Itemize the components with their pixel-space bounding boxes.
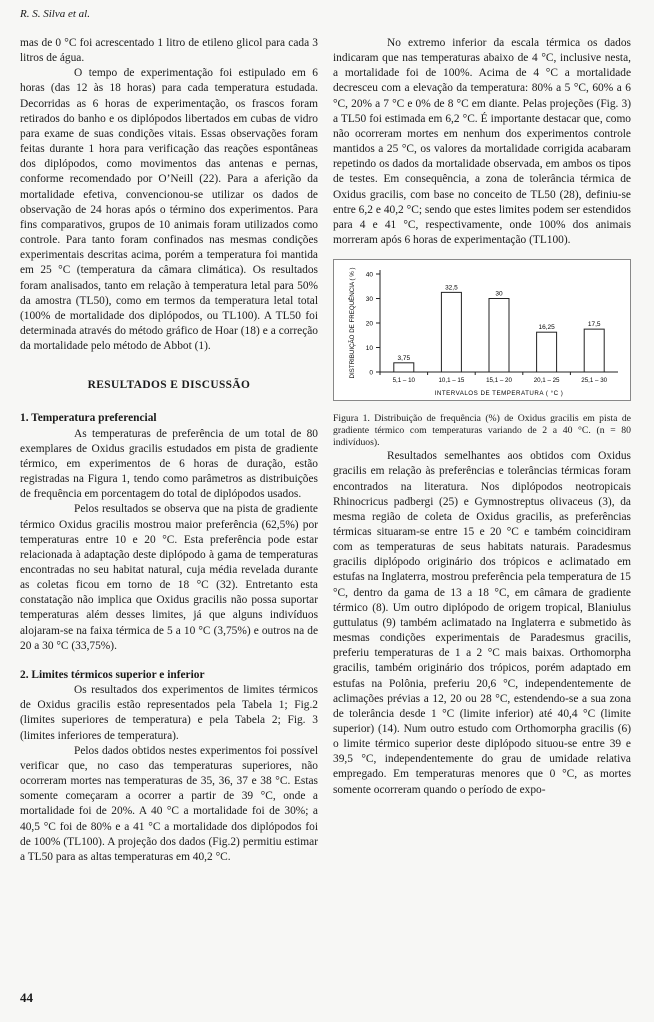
data-label: 30 (495, 290, 503, 298)
subsection-title: 2. Limites térmicos superior e inferior (20, 668, 205, 681)
y-tick-label: 20 (365, 320, 373, 328)
bar (537, 332, 557, 372)
x-axis-label: INTERVALOS DE TEMPERATURA ( °C ) (434, 390, 564, 398)
x-tick-label: 10,1 – 15 (438, 377, 465, 385)
bar (394, 363, 414, 372)
paragraph: mas de 0 °C foi acrescentado 1 litro de etileno glicol para cada 3 litros de água. (20, 37, 318, 65)
data-label: 3,75 (397, 355, 411, 362)
data-label: 17,5 (587, 321, 601, 329)
running-head: R. S. Silva et al. (20, 8, 90, 20)
y-tick-label: 10 (365, 345, 373, 353)
paragraph: Os resultados dos experimentos de limites térmicos de Oxidus gracilis estão representados pela Tabela 1; Fig.2 (limites superiores de temperatura) e pela Tabela 2; Fig. 3 (limites inferiores de temperatura). (20, 684, 318, 742)
paragraph: Resultados semelhantes aos obtidos com Oxidus gracilis em relação às preferências e tolerâncias térmicas foram encontrados na literatura. Nos diplópodos neotropicais Rhinocricus padbergi (25) e Gymnostreptus olivaceus (3), da mesma região de coleta de Oxidus gracilis, as preferências térmicas situaram-se entre 15 e 20 °C e também coincidiram com as temperaturas de seus habitats naturais. Paradesmus gracilis diplópodo originário dos trópicos e aclimatado em estufas na Inglaterra, mostrou preferência pela temperatura de 15 °C, dentro da gama de 13 a 18 °C, em câmara de gradiente térmico (8). Um outro diplópodo de origem tropical, Blaniulus guttulatus (9) também aclimatado na Inglaterra e submetido às mesmas condições experimentais de Paradesmus gracilis, preferiu temperaturas de 1 a 2 °C mais baixas. Orthomorpha gracilis, também originário dos trópicos, porém adaptado em estufas na Polônia, preferiu 20,6 °C, independentemente de aclimações prévias a 12, 20 ou 28 °C, estendendo-se a sua zona de tolerância desde 1 °C (limite inferior) até 40,4 °C (limite superior) (14). Num outro estudo com Orthomorpha gracilis (6) o limite térmico superior deste diplópodo situou-se entre 39 e 39,5 °C, independentemente do grau de umidade relativa empregado. Em temperaturas menores que 0 °C, as mortes somente ocorreram quando o período de expo- (333, 450, 631, 796)
left-column (20, 36, 318, 865)
bar (584, 329, 604, 372)
x-tick-label: 15,1 – 20 (486, 377, 512, 385)
x-tick-label: 5,1 – 10 (392, 377, 415, 385)
paragraph: Pelos resultados se observa que na pista de gradiente térmico Oxidus gracilis mostrou maior preferência (62,5%) por temperaturas entre 10 e 20 °C. Esta preferência pode estar relacionada à adaptação deste diplópodo à gama de temperaturas encontradas no seu habitat natural, cuja média revelada durante as coletas ficou em torno de 18 °C (32). Entretanto esta constatação não implica que Oxidus gracilis não possa suportar temperaturas além desses limites, já que alguns indivíduos alojaram-se na faixa térmica de 5 a 10 °C (3,75%) e outros na de 20 a 30 °C (33,75%). (20, 503, 318, 652)
figure-1-chart (333, 259, 631, 401)
y-axis-label: DISTRIBUIÇÃO DE FREQUÊNCIA ( % ) (349, 267, 356, 379)
data-label: 32,5 (445, 284, 458, 292)
data-label: 16,25 (538, 324, 555, 332)
y-tick-label: 0 (369, 369, 373, 377)
paragraph: Pelos dados obtidos nestes experimentos foi possível verificar que, no caso das temperaturas superiores, não ocorreram mortes nas temperaturas de 35, 36, 37 e 38 °C. Estas somente começaram a ocorrer a partir de 39 °C, onde a mortalidade foi de 20%. A 40 °C a mortalidade foi de 30%; a 40,5 °C foi de 80% e a 41 °C a mortalidade dos diplópodos foi de 100% (TL100). A projeção dos dados (Fig.2) permitiu estimar a TL50 para as altas temperaturas em 40,2 °C. (20, 744, 318, 863)
bar (489, 299, 509, 373)
x-tick-label: 20,1 – 25 (533, 377, 560, 385)
paragraph: O tempo de experimentação foi estipulado em 6 horas (das 12 às 18 horas) para cada temperatura estudada. Decorridas as 6 horas de experimentação, os frascos foram retirados do banho e os diplópodos libertados em cubas de vidro para exame de suas condições vitais. Essas observações foram feitas durante 1 hora para verificação das reações espontâneas dos diplópodos, como movimentos das antenas e pernas, conforme recomendado por O’Neill (22). Para a aferição da mortalidade efetiva, convencionou-se utilizar os dados de observação de 24 horas após o término dos experimentos. Para fins comparativos, grupos de 10 animais foram utilizados como controle. Para tanto foram confinados nas mesmas condições experimentais descritas acima, porém a temperatura foi mantida em 25 °C (temperatura da câmara climática). Os resultados foram analisados, tanto em relação à temperatura letal para 50% da amostra (TL50), como em termos da temperatura letal total (100% de mortalidade dos diplópodos, ou TL100). A TL50 foi determinada através do método gráfico de Hoar (18) e a correção da mortalidade pelo método de Abbot (1). (20, 67, 318, 353)
figure-caption: Figura 1. Distribuição de frequência (%) de Oxidus gracilis em pista de gradiente térmico com temperaturas variando de 2 a 40 °C. (n = 80 indivíduos). (333, 413, 631, 449)
paragraph: As temperaturas de preferência de um total de 80 exemplares de Oxidus gracilis estudados em pista de gradiente térmico, em experimentos de 6 horas de duração, estão registradas na Figura 1, tendo como parâmetros as distribuições de frequência em porcentagem do total de diplópodos usados. (20, 427, 318, 501)
paragraph: No extremo inferior da escala térmica os dados indicaram que nas temperaturas abaixo de 4 °C, inclusive nesta, a mortalidade foi de 100%. Acima de 4 °C a mortalidade decresceu com a elevação da temperatura: 80% a 5 °C, 60% a 6 °C, 20% a 7 °C e 0% de 8 °C em diante. Pelas projeções (Fig. 3) a TL50 foi estimada em 6,2 °C. É importante destacar que, como não ocorreram mortes em nenhum dos experimentos controle mantidos a 25 °C, os valores da mortalidade corrigida acabaram repetindo os dados da mortalidade observada, em ambos os tipos de testes. Em consequência, a zona de tolerância térmica de Oxidus gracilis, com base no conceito de TL50 (28), definiu-se entre 6,2 e 40,2 °C; sendo que estes limites podem ser estendidos para 4 e 41 °C, respectivamente, onde 100% dos animais morreram após 6 horas de experimentação (TL100). (333, 37, 631, 247)
bar-chart (334, 260, 630, 400)
page-number: 44 (20, 990, 33, 1005)
y-tick-label: 30 (365, 296, 373, 304)
subsection-title: 1. Temperatura preferencial (20, 412, 157, 425)
section-title: RESULTADOS E DISCUSSÃO (87, 379, 251, 392)
x-tick-label: 25,1 – 30 (581, 377, 608, 385)
bar (441, 293, 461, 373)
y-tick-label: 40 (365, 271, 373, 279)
right-column (333, 36, 631, 798)
